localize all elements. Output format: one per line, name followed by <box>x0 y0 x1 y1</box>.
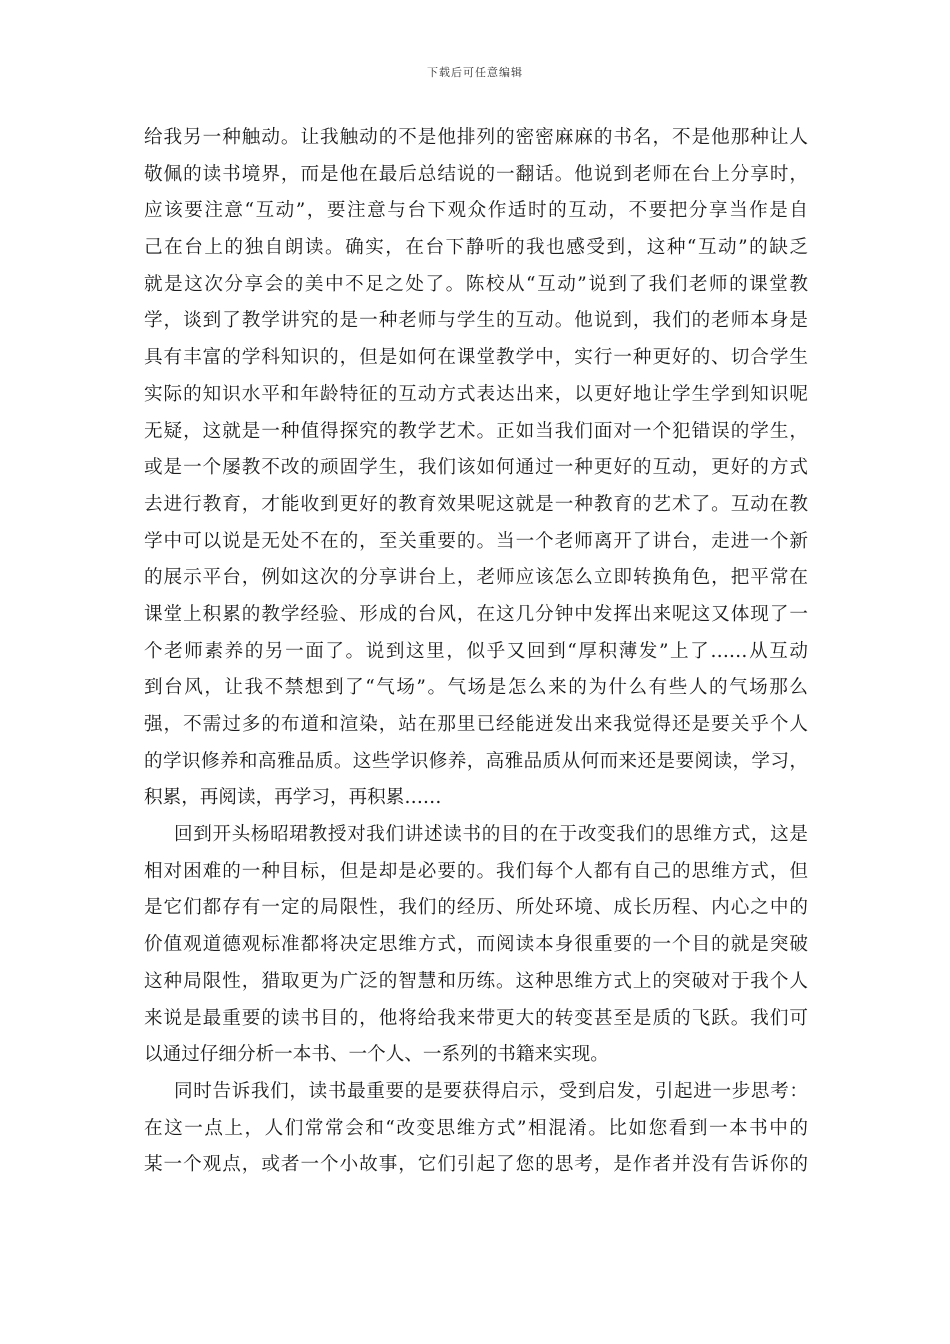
text-line: 实际的知识水平和年龄特征的互动方式表达出来，以更好地让学生学到知识呢 <box>144 383 808 405</box>
text-line: 的学识修养和高雅品质。这些学识修养，高雅品质从何而来还是要阅读，学习， <box>144 750 808 772</box>
text-line: 这种局限性，猎取更为广泛的智慧和历练。这种思维方式上的突破对于我个人 <box>144 970 808 992</box>
text-line: 以通过仔细分析一本书、一个人、一系列的书籍来实现。 <box>144 1044 609 1066</box>
text-line: 己在台上的独自朗读。确实，在台下静听的我也感受到，这种“互动”的缺乏 <box>144 237 808 259</box>
text-line: 是它们都存有一定的局限性，我们的经历、所处环境、成长历程、内心之中的 <box>144 897 808 919</box>
text-line: 同时告诉我们，读书最重要的是要获得启示，受到启发，引起进一步思考： <box>174 1080 808 1102</box>
text-line: 积累，再阅读，再学习，再积累…… <box>144 787 442 809</box>
body-text <box>144 120 808 1184</box>
text-line: 具有丰富的学科知识的，但是如何在课堂教学中，实行一种更好的、切合学生 <box>144 347 808 369</box>
text-line: 回到开头杨昭珺教授对我们讲述读书的目的在于改变我们的思维方式，这是 <box>174 824 808 846</box>
text-line: 来说是最重要的读书目的，他将给我来带更大的转变甚至是质的飞跃。我们可 <box>144 1007 808 1029</box>
text-line: 敬佩的读书境界，而是他在最后总结说的一翻话。他说到老师在台上分享时， <box>144 163 808 185</box>
text-line: 的展示平台，例如这次的分享讲台上，老师应该怎么立即转换角色，把平常在 <box>144 567 808 589</box>
page-header: 下载后可任意编辑 <box>427 66 523 79</box>
text-line: 学中可以说是无处不在的，至关重要的。当一个老师离开了讲台，走进一个新 <box>144 530 808 552</box>
text-line: 无疑，这就是一种值得探究的教学艺术。正如当我们面对一个犯错误的学生， <box>144 420 808 442</box>
text-line: 价值观道德观标准都将决定思维方式，而阅读本身很重要的一个目的就是突破 <box>144 934 808 956</box>
text-line: 学，谈到了教学讲究的是一种老师与学生的互动。他说到，我们的老师本身是 <box>144 310 808 332</box>
text-line: 应该要注意“互动”，要注意与台下观众作适时的互动，不要把分享当作是自 <box>144 200 808 222</box>
text-line: 或是一个屡教不改的顽固学生，我们该如何通过一种更好的互动，更好的方式 <box>144 457 808 479</box>
text-line: 课堂上积累的教学经验、形成的台风，在这几分钟中发挥出来呢这又体现了一 <box>144 603 808 625</box>
text-line: 去进行教育，才能收到更好的教育效果呢这就是一种教育的艺术了。互动在教 <box>144 493 808 515</box>
text-line: 给我另一种触动。让我触动的不是他排列的密密麻麻的书名，不是他那种让人 <box>144 127 808 148</box>
text-line: 某一个观点，或者一个小故事，它们引起了您的思考，是作者并没有告诉你的 <box>144 1154 808 1176</box>
text-line: 个老师素养的另一面了。说到这里，似乎又回到“厚积薄发”上了……从互动 <box>144 640 808 662</box>
text-line: 在这一点上，人们常常会和“改变思维方式”相混淆。比如您看到一本书中的 <box>144 1117 808 1139</box>
text-line: 强，不需过多的布道和渲染，站在那里已经能迸发出来我觉得还是要关乎个人 <box>144 714 808 735</box>
text-line: 到台风，让我不禁想到了“气场”。气场是怎么来的为什么有些人的气场那么 <box>144 677 808 699</box>
text-line: 相对困难的一种目标，但是却是必要的。我们每个人都有自己的思维方式，但 <box>144 860 808 882</box>
text-line: 就是这次分享会的美中不足之处了。陈校从“互动”说到了我们老师的课堂教 <box>144 273 808 295</box>
